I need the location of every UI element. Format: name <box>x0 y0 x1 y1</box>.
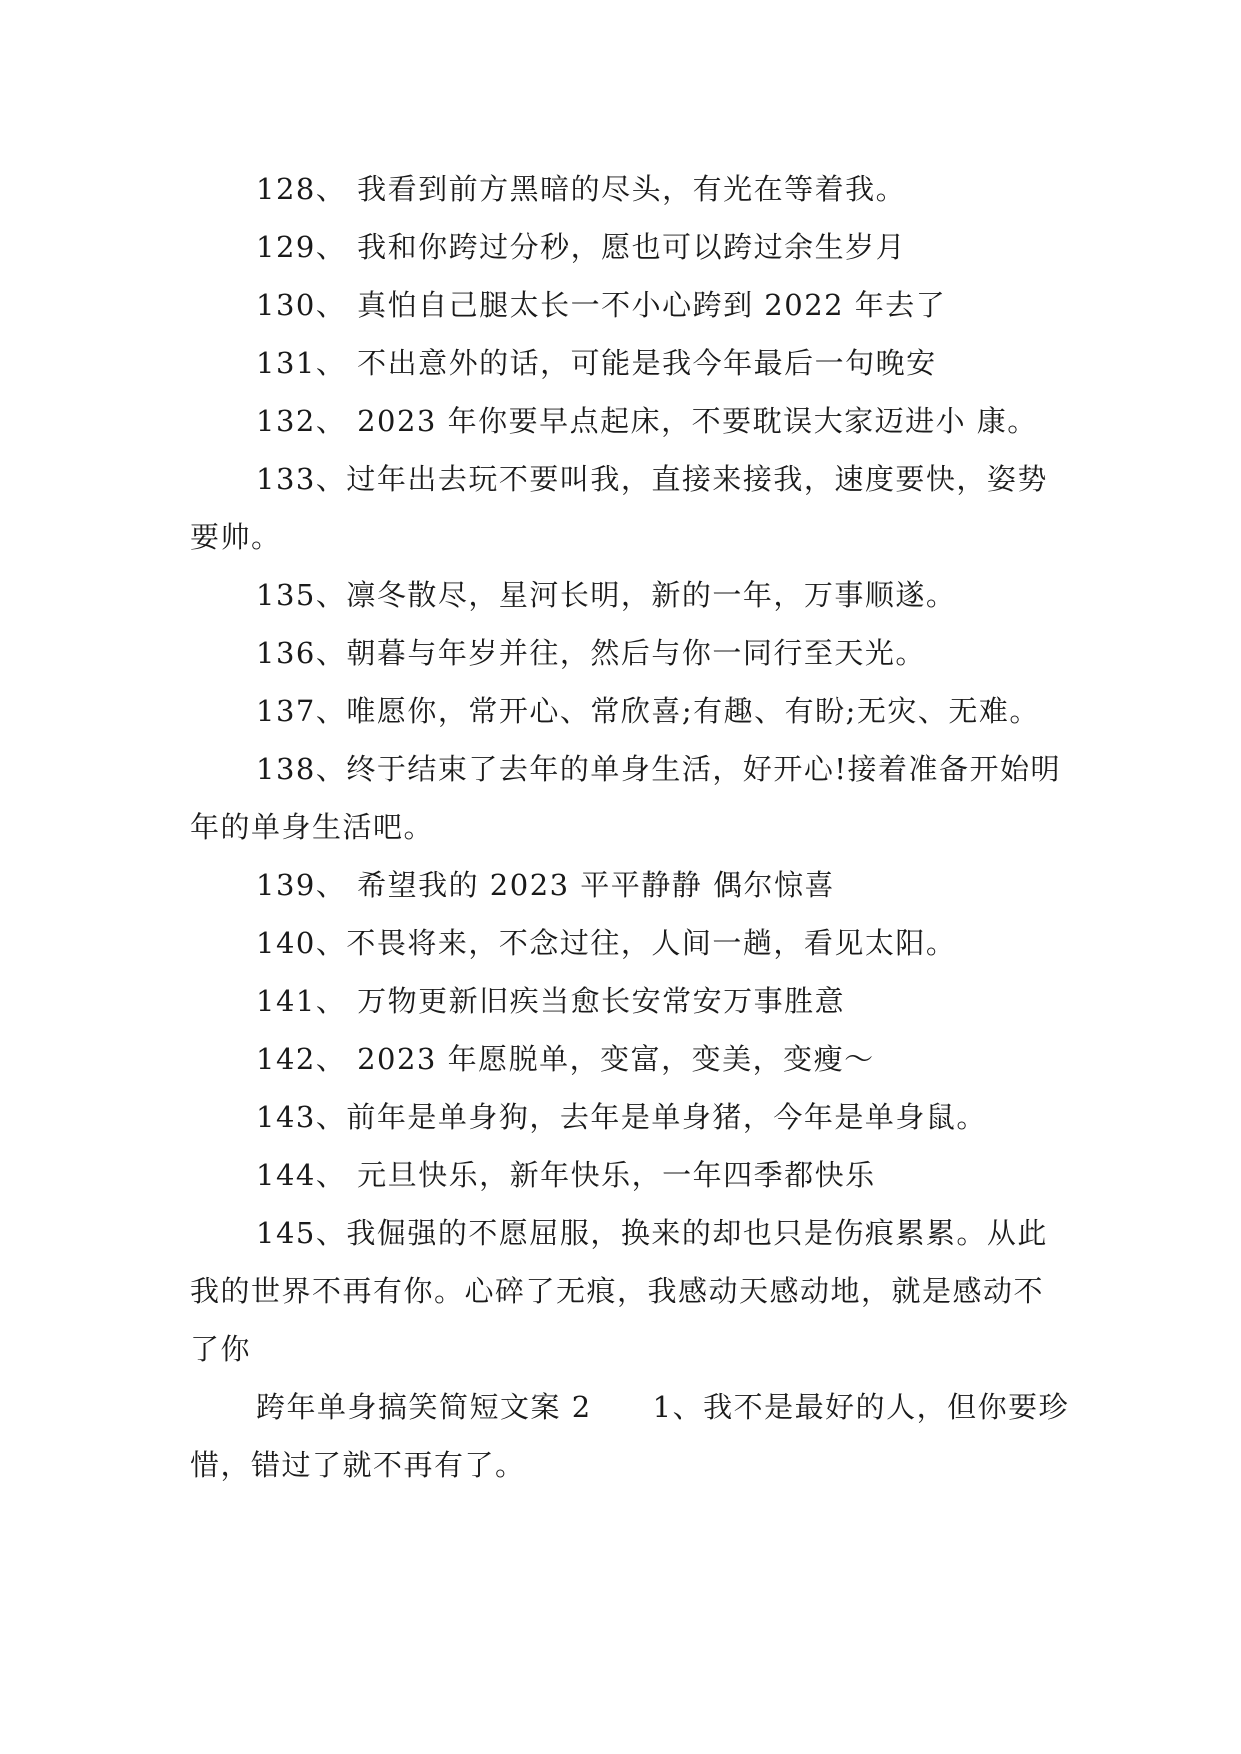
paragraph-139: 139、 希望我的 2023 平平静静 偶尔惊喜 <box>256 868 836 902</box>
paragraph-132: 132、 2023 年你要早点起床，不要耽误大家迈进小 康。 <box>256 404 1038 438</box>
paragraph-145: 145、我倔强的不愿屈服，换来的却也只是伤痕累累。从此我的世界不再有你。心碎了无痕，我感动天感动地，就是感动不了你 <box>190 1216 1048 1366</box>
document-page <box>190 160 1070 1494</box>
section-heading-paragraph: 跨年单身搞笑简短文案 2 1、我不是最好的人，但你要珍惜，错过了就不再有了。 <box>190 1390 1070 1482</box>
paragraph-141: 141、 万物更新旧疾当愈长安常安万事胜意 <box>256 984 846 1018</box>
paragraph-142: 142、 2023 年愿脱单，变富，变美，变瘦～ <box>256 1042 875 1076</box>
paragraph-140: 140、不畏将来，不念过往，人间一趟，看见太阳。 <box>256 926 957 960</box>
paragraph-133: 133、过年出去玩不要叫我，直接来接我，速度要快，姿势要帅。 <box>190 462 1048 554</box>
paragraph-129: 129、 我和你跨过分秒，愿也可以跨过余生岁月 <box>256 230 907 264</box>
paragraph-137: 137、唯愿你，常开心、常欣喜;有趣、有盼;无灾、无难。 <box>256 694 1040 728</box>
paragraph-130: 130、 真怕自己腿太长一不小心跨到 2022 年去了 <box>256 288 947 322</box>
paragraph-138: 138、终于结束了去年的单身生活，好开心!接着准备开始明年的单身生活吧。 <box>190 752 1062 844</box>
paragraph-135: 135、凛冬散尽，星河长明，新的一年，万事顺遂。 <box>256 578 957 612</box>
paragraph-144: 144、 元旦快乐，新年快乐，一年四季都快乐 <box>256 1158 876 1192</box>
paragraph-131: 131、 不出意外的话，可能是我今年最后一句晚安 <box>256 346 937 380</box>
paragraph-143: 143、前年是单身狗，去年是单身猪，今年是单身鼠。 <box>256 1100 987 1134</box>
paragraph-128: 128、 我看到前方黑暗的尽头，有光在等着我。 <box>256 172 907 206</box>
paragraph-136: 136、朝暮与年岁并往，然后与你一同行至天光。 <box>256 636 926 670</box>
